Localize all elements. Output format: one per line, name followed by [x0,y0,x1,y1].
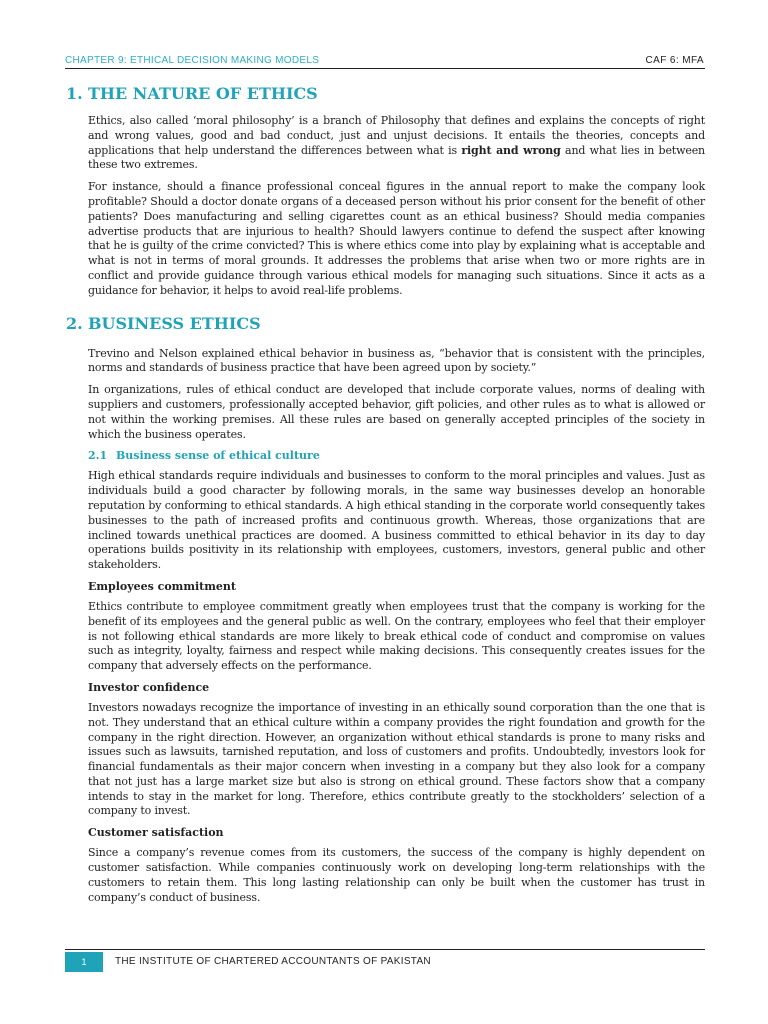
subheading-investor: Investor confidence [88,680,210,694]
subsection-heading [88,448,705,463]
page-header [65,54,705,69]
paragraph: In organizations, rules of ethical conduct are developed that include corporate values, norms of dealing with suppliers and customers, professionally accepted behavior, gift policies, and other rules as to what is allowed or not within the working premises. All these rules are based on generally accepted principles of the society in which the business operates. [88,383,705,441]
section-number: 2. [66,313,83,333]
section-heading [66,84,705,104]
page-content [66,84,705,905]
subheading-employees: Employees commitment [88,579,236,593]
footer-divider [65,949,705,950]
course-code: CAF 6: MFA [645,55,704,66]
section-title: THE NATURE OF ETHICS [88,84,318,103]
section-title: BUSINESS ETHICS [88,313,261,333]
footer-institute: THE INSTITUTE OF CHARTERED ACCOUNTANTS OF PAKISTAN [115,956,431,967]
paragraph: Ethics contribute to employee commitment greatly when employees trust that the company is working for the benefit of its employees and the general public as well. On the contrary, employees who feel that their employer is not following ethical standards are more likely to break ethical code of conduct and compromise on values such as integrity, loyalty, fairness and respect while making decisions. This consequently creates issues for the company that adversely effects on the performance. [88,599,705,673]
paragraph: High ethical standards require individuals and businesses to conform to the moral principles and values. Just as individuals build a good character by following morals, in the same way businesses develop an honorable reputation by conforming to ethical standards. A high ethical standing in the corporate world consequently takes businesses to the path of increased profits and continuous growth. Whereas, those organizations that are inclined towards unethical practices are doomed. A business committed to ethical behavior in its day to day operations builds positivity in its relationship with employees, customers, investors, general public and other stakeholders. [88,469,705,572]
subheading-customer: Customer satisfaction [88,826,224,840]
text-run: and what lies in between these two extremes. [88,143,705,172]
paragraph: For instance, should a finance professional conceal figures in the annual report to make the company look profitable? Should a doctor donate organs of a deceased person without his prior consent for the benefit of other patients? Does manufacturing and selling cigarettes count as an ethical business? Should media companies advertise products that are injurious to health? Should lawyers continue to defend the suspect after knowing that he is guilty of the crime convicted? This is where ethics come into play by explaining what is acceptable and what is not in terms of moral grounds. It addresses the problems that arise when two or more rights are in conflict and provide guidance through various ethical models for managing such situations. Since it acts as a guidance for behavior, it helps to avoid real-life problems. [88,180,705,297]
paragraph [88,114,705,173]
bold-text: right and wrong [461,143,561,157]
subsection-title: Business sense of ethical culture [116,449,320,463]
paragraph: Investors nowadays recognize the importance of investing in an ethically sound corporation than the one that is not. They understand that an ethical culture within a company provides the right foundation and growth for the company in the right direction. However, an organization without ethical standards is prone to many risks and issues such as lawsuits, tarnished reputation, and loss of customers and profits. Undoubtedly, investors look for financial fundamentals as their major concern when investing in a company but they also look for a company that not just has a large market size but also is strong on ethical ground. These factors show that a company intends to stay in the market for long. Therefore, ethics contribute greatly to the stockholders’ selection of a company to invest. [88,700,705,818]
section-nature-of-ethics [66,84,705,299]
paragraph: Since a company’s revenue comes from its customers, the success of the company is highly dependent on customer satisfaction. While companies continuously work on developing long-term relationships with the customers to retain them. This long lasting relationship can only be built when the customer has trust in company’s conduct of business. [88,846,705,904]
page-number: 1 [65,952,103,972]
section-number: 1. [66,84,83,103]
section-heading [66,313,705,334]
text-run: Ethics, also called ‘moral philosophy’ is a branch of Philosophy that defines and explains the concepts of right and wrong values, good and bad conduct, just and unjust decisions. It entails the theories, concepts and applications that help understand the differences between what is [88,114,705,157]
paragraph: Trevino and Nelson explained ethical behavior in business as, “behavior that is consistent with the principles, norms and standards of business practice that have been agreed upon by society.” [88,346,705,375]
subsection-number: 2.1 [88,449,108,463]
chapter-title: CHAPTER 9: ETHICAL DECISION MAKING MODELS [65,55,320,66]
section-business-ethics [66,313,705,906]
